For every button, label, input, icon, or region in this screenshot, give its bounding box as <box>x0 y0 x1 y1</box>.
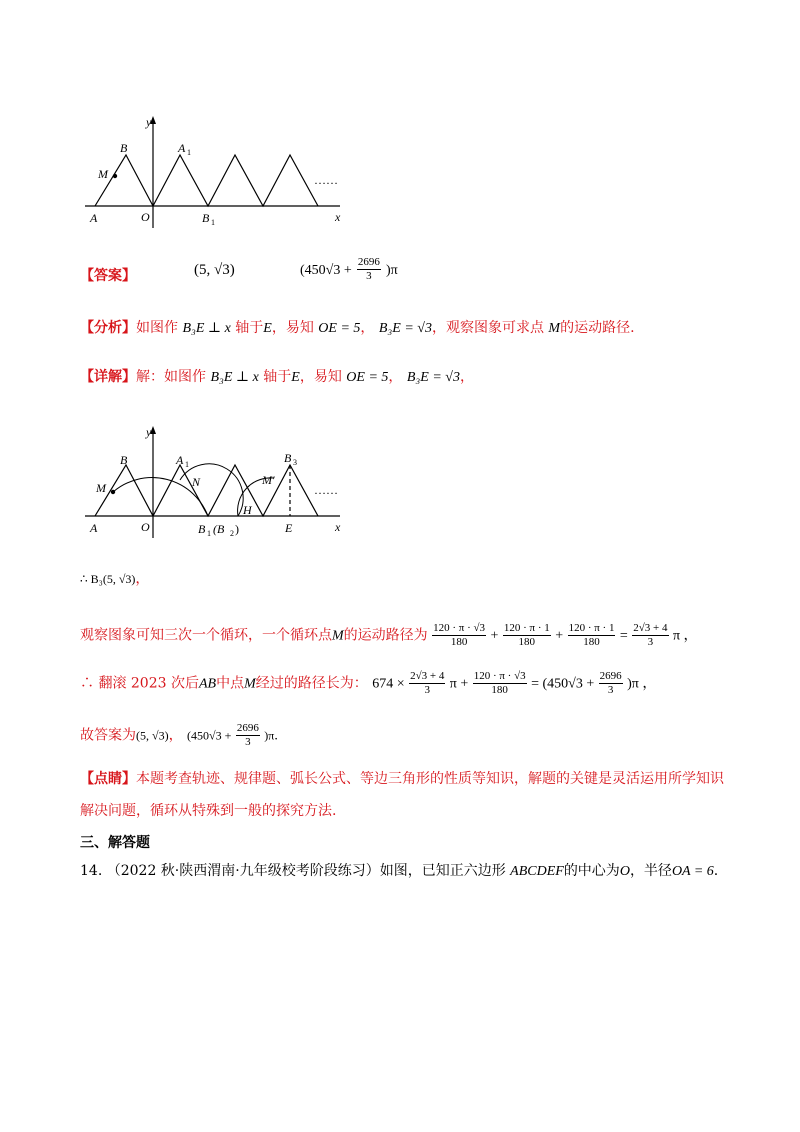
point-m <box>111 490 115 494</box>
answer-line <box>80 265 136 285</box>
svg-text:x: x <box>335 210 341 224</box>
therefore-b3: ∴ B₃(5, √3)， <box>80 572 150 587</box>
svg-text:B: B <box>202 211 210 225</box>
svg-text:2: 2 <box>230 529 234 538</box>
question-number: 14. <box>80 863 103 879</box>
section-title: 三、解答题 <box>80 835 150 851</box>
answer-tag: 【答案】 <box>80 268 136 284</box>
svg-text:E: E <box>285 521 293 535</box>
svg-text:O: O <box>141 210 150 224</box>
svg-text:1: 1 <box>207 529 211 538</box>
svg-text:x: x <box>335 520 341 534</box>
svg-text:B: B <box>198 522 206 536</box>
svg-text:1: 1 <box>185 460 189 469</box>
answer-coordinate: (5, √3) <box>194 262 235 278</box>
svg-text:1: 1 <box>187 148 191 157</box>
svg-text:M: M <box>96 481 106 495</box>
question-source: （2022 秋·陕西渭南·九年级校考阶段练习） <box>106 863 380 879</box>
svg-text:B: B <box>284 451 292 465</box>
comment-line-1: 【点睛】本题考查轨迹、规律题、弧长公式、等边三角形的性质等知识，解题的关键是灵活运用所学知识 <box>80 771 724 787</box>
svg-text:M′: M′ <box>262 473 275 487</box>
roll-line: ∴ 翻滚 2023 次后AB中点M经过的路径长为： 674 × $\frac{2√3 + 4}{3}$ π + $\frac{120 \cdot \pi \cdot √3}{180}$ = (450√3 + $\frac{2696}{3}$ )π ， <box>80 670 657 696</box>
svg-text:y: y <box>146 115 152 129</box>
cycle-line: 观察图象可知三次一个循环，一个循环点M的运动路径为 $\frac{120 \cdot \pi \cdot √3}{180}$ + $\frac{120 \cdot \pi \cdot 1}{180}$ + $\frac{120 \cdot \pi \cdot 1}{180}$ = $\frac{2√3 + 4}{3}$ π ， <box>80 622 698 648</box>
svg-text:O: O <box>141 520 150 534</box>
detail-line: 【详解】解：如图作 B₃E ⊥ x 轴于E，易知 OE = 5， B₃E = √3， <box>80 369 474 385</box>
svg-text:N: N <box>192 475 201 489</box>
svg-text:……: …… <box>314 483 338 497</box>
final-answer-line: 故答案为(5, √3)， (450√3 + $\frac{2696}{3}$ )π. <box>80 722 278 748</box>
point-m <box>113 174 117 178</box>
svg-text:y: y <box>146 425 152 439</box>
svg-text:A: A <box>90 211 98 225</box>
svg-text:M: M <box>98 167 108 181</box>
comment-line-2: 解决问题，循环从特殊到一般的探究方法. <box>80 803 337 819</box>
svg-text:B: B <box>120 141 128 155</box>
svg-text:B: B <box>120 453 128 467</box>
svg-text:A: A <box>178 141 186 155</box>
question-14: 14. （2022 秋·陕西渭南·九年级校考阶段练习）如图，已知正六边形 ABCDEF的中心为O，半径OA = 6. <box>80 863 719 879</box>
figure-1 <box>80 110 360 235</box>
svg-text:): ) <box>235 522 239 536</box>
triangle-chain <box>95 155 318 206</box>
triangle-chain <box>95 465 318 516</box>
svg-text:……: …… <box>314 173 338 187</box>
svg-text:A: A <box>90 521 98 535</box>
svg-text:1: 1 <box>211 218 215 227</box>
answer-path-length: (450√3 + $\frac{2696}{3}$ )π <box>300 256 398 282</box>
analysis-line: 【分析】如图作 B₃E ⊥ x 轴于E，易知 OE = 5， B₃E = √3，观察图象可求点 M的运动路径. <box>80 320 635 336</box>
svg-text:A: A <box>176 453 184 467</box>
figure-2 <box>80 420 360 545</box>
svg-text:3: 3 <box>293 458 297 467</box>
svg-text:(B: (B <box>213 522 225 536</box>
svg-text:H: H <box>243 503 252 517</box>
